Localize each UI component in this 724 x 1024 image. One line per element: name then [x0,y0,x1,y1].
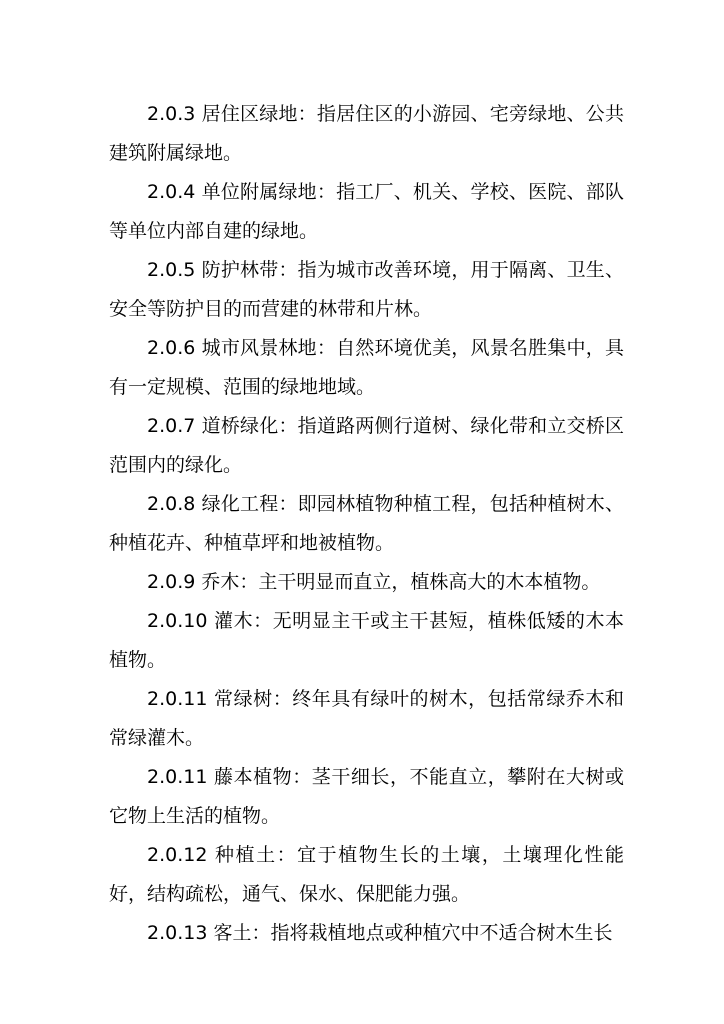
clause-text: ：茎干细长，不能直立，攀附在大树或它物上生活的植物。 [109,766,624,827]
clause-2-0-12 [109,836,624,914]
clause-number: 2.0.4 [147,181,196,203]
clause-text: ：主干明显而直立，植株高大的木本植物。 [239,571,601,593]
clause-term: 居住区绿地 [201,103,298,125]
clause-number: 2.0.5 [147,259,196,281]
clause-2-0-6 [109,329,624,407]
clause-text: ：宜于植物生长的土壤，土壤理化性能好，结构疏松，通气、保水、保肥能力强。 [109,844,624,905]
clause-term: 城市风景林地 [201,337,317,359]
clause-2-0-8 [109,485,624,563]
clause-text: ：自然环境优美，风景名胜集中，具有一定规模、范围的绿地地域。 [109,337,624,398]
clause-number: 2.0.12 [147,844,208,866]
clause-2-0-10 [109,602,624,680]
clause-text: ：指将栽植地点或种植穴中不适合树木生长 [251,922,613,944]
clause-term: 道桥绿化 [201,415,279,437]
clause-term: 灌木 [214,610,254,632]
clause-term: 客土 [213,922,252,944]
clause-number: 2.0.11 [147,766,208,788]
clause-text: ：指道路两侧行道树、绿化带和立交桥区范围内的绿化。 [109,415,624,476]
clause-text: ：终年具有绿叶的树木，包括常绿乔木和常绿灌木。 [109,688,624,749]
clause-number: 2.0.3 [147,103,196,125]
clause-2-0-11-evergreen [109,680,624,758]
clause-2-0-11-vine [109,758,624,836]
clause-number: 2.0.8 [147,493,196,515]
clause-2-0-3 [109,95,624,173]
clause-text: ：指为城市改善环境，用于隔离、卫生、安全等防护目的而营建的林带和片林。 [109,259,624,320]
clause-number: 2.0.9 [147,571,196,593]
clause-term: 绿化工程 [201,493,279,515]
clause-number: 2.0.7 [147,415,196,437]
clause-2-0-4 [109,173,624,251]
clause-term: 常绿树 [214,688,273,710]
clause-number: 2.0.10 [147,610,208,632]
clause-term: 防护林带 [201,259,279,281]
clause-number: 2.0.11 [147,688,208,710]
clause-text: ：无明显主干或主干甚短，植株低矮的木本植物。 [109,610,624,671]
clause-number: 2.0.6 [147,337,196,359]
clause-term: 乔木 [201,571,240,593]
clause-term: 单位附属绿地 [201,181,317,203]
clause-2-0-7 [109,407,624,485]
clause-2-0-13 [109,914,624,953]
document-body [109,95,624,953]
clause-term: 种植土 [215,844,277,866]
clause-2-0-5 [109,251,624,329]
clause-text: ：即园林植物种植工程，包括种植树木、种植花卉、种植草坪和地被植物。 [109,493,624,554]
clause-text: ：指工厂、机关、学校、医院、部队等单位内部自建的绿地。 [109,181,624,242]
clause-2-0-9 [109,563,624,602]
clause-number: 2.0.13 [147,922,208,944]
clause-text: ：指居住区的小游园、宅旁绿地、公共建筑附属绿地。 [109,103,624,164]
clause-term: 藤本植物 [214,766,293,788]
